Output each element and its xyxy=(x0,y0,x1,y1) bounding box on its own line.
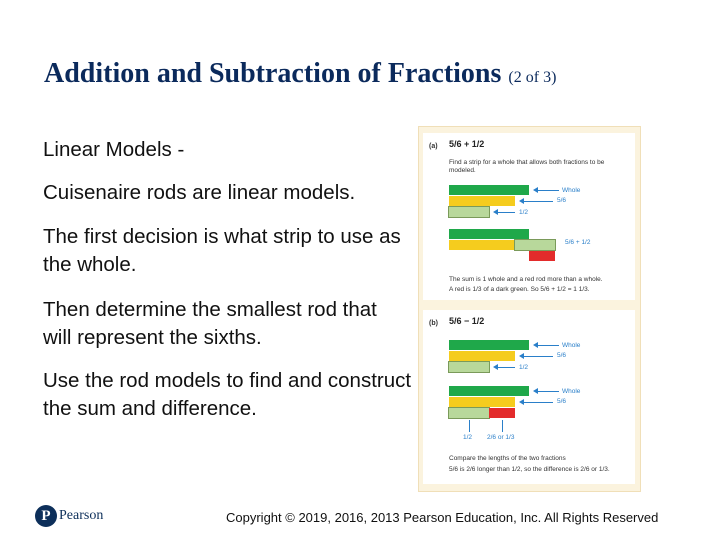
panel-a-expression: 5/6 + 1/2 xyxy=(449,139,485,149)
rod-whole-b xyxy=(449,340,529,350)
panel-a-note-1: The sum is 1 whole and a red rod more than a whole. xyxy=(449,276,603,283)
cuisenaire-rods-figure xyxy=(418,126,641,492)
rod-whole-b2 xyxy=(449,386,529,396)
body-text-sixths: Then determine the smallest rod that will represent the sixths. xyxy=(43,298,377,349)
arrow-icon xyxy=(537,190,559,191)
body-text-first-decision: The first decision is what strip to use as the whole. xyxy=(43,225,401,276)
rod-whole xyxy=(449,185,529,195)
rod-red-difference xyxy=(489,408,515,418)
arrow-icon xyxy=(523,402,553,403)
arrow-icon xyxy=(497,367,515,368)
arrow-icon xyxy=(497,212,515,213)
rod-five-sixths-b xyxy=(449,351,515,361)
rod-one-half-sum xyxy=(515,240,555,250)
panel-b-label: (b) xyxy=(429,320,438,327)
panel-b-note-2: 5/6 is 2/6 longer than 1/2, so the difference is 2/6 or 1/3. xyxy=(449,466,610,473)
rod-five-sixths-sum xyxy=(449,240,515,250)
panel-a-five-sixths: 5/6 xyxy=(557,197,567,204)
panel-a-one-half: 1/2 xyxy=(519,209,529,216)
figure-panel-b xyxy=(423,310,635,484)
body-text-linear-models: Linear Models - xyxy=(43,138,185,161)
arrow-icon xyxy=(523,201,553,202)
panel-b-difference-label: 2/6 or 1/3 xyxy=(487,434,515,441)
rod-one-half-b2 xyxy=(449,408,489,418)
rod-one-half xyxy=(449,207,489,217)
rod-red-extra xyxy=(529,251,555,261)
pointer-line xyxy=(502,420,503,432)
title-main: Addition and Subtraction of Fractions xyxy=(44,58,502,89)
panel-a-label: (a) xyxy=(429,143,438,150)
panel-b-note-1: Compare the lengths of the two fractions xyxy=(449,455,566,462)
panel-b-five-sixths-2: 5/6 xyxy=(557,398,567,405)
panel-a-instruction: Find a strip for a whole that allows both fractions to be modeled. xyxy=(449,159,605,174)
rod-one-half-b xyxy=(449,362,489,372)
body-text-cuisenaire: Cuisenaire rods are linear models. xyxy=(43,181,356,204)
body-text-construct: Use the rod models to find and construct the sum and difference. xyxy=(43,369,412,420)
slide-title xyxy=(44,58,556,90)
copyright-notice: Copyright © 2019, 2016, 2013 Pearson Education, Inc. All Rights Reserved xyxy=(226,510,659,525)
panel-b-whole-label: Whole xyxy=(562,342,581,349)
arrow-icon xyxy=(537,391,559,392)
panel-b-one-half: 1/2 xyxy=(519,364,529,371)
rod-whole-sum xyxy=(449,229,529,239)
panel-b-whole-label-2: Whole xyxy=(562,388,581,395)
title-sub: (2 of 3) xyxy=(508,69,557,86)
rod-five-sixths-b2 xyxy=(449,397,515,407)
pearson-logo-text: Pearson xyxy=(59,508,104,523)
panel-a-whole-label: Whole xyxy=(562,187,581,194)
pointer-line xyxy=(469,420,470,432)
pearson-logo-icon: P xyxy=(35,505,57,527)
arrow-icon xyxy=(523,356,553,357)
rod-five-sixths xyxy=(449,196,515,206)
arrow-icon xyxy=(537,345,559,346)
panel-a-note-2: A red is 1/3 of a dark green. So 5/6 + 1/2 = 1 1/3. xyxy=(449,286,590,293)
figure-panel-a xyxy=(423,133,635,300)
panel-b-five-sixths: 5/6 xyxy=(557,352,567,359)
panel-b-one-half-2: 1/2 xyxy=(463,434,473,441)
panel-a-sum-label: 5/6 + 1/2 xyxy=(565,239,591,246)
panel-b-expression: 5/6 − 1/2 xyxy=(449,316,485,326)
